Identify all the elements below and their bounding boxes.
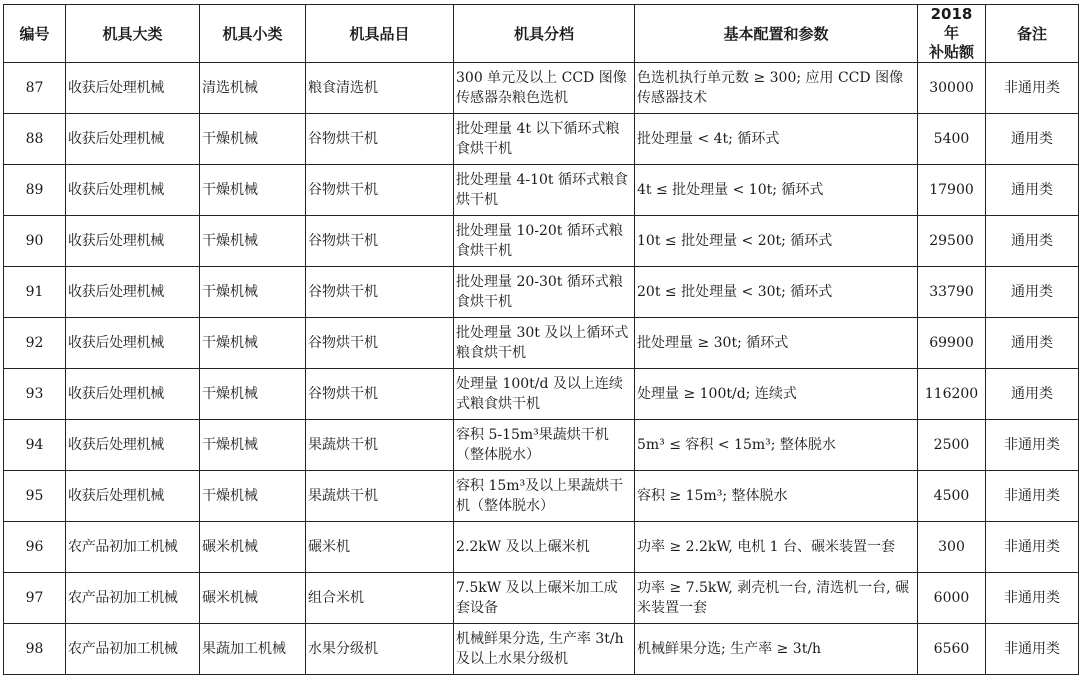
cell-subsidy: 2500 [918, 420, 986, 471]
cell-subsidy: 6560 [918, 624, 986, 675]
cell-subcategory: 干燥机械 [200, 267, 306, 318]
cell-config: 4t ≤ 批处理量 < 10t; 循环式 [635, 165, 918, 216]
table-row [4, 165, 1079, 216]
cell-num: 96 [4, 522, 66, 573]
cell-note: 非通用类 [986, 420, 1079, 471]
cell-subsidy: 29500 [918, 216, 986, 267]
cell-subcategory: 干燥机械 [200, 369, 306, 420]
cell-category: 收获后处理机械 [66, 63, 200, 114]
cell-subsidy: 5400 [918, 114, 986, 165]
cell-category: 收获后处理机械 [66, 369, 200, 420]
cell-category: 收获后处理机械 [66, 267, 200, 318]
cell-config: 容积 ≥ 15m³; 整体脱水 [635, 471, 918, 522]
cell-item: 谷物烘干机 [306, 318, 454, 369]
cell-category: 农产品初加工机械 [66, 573, 200, 624]
cell-num: 97 [4, 573, 66, 624]
cell-subcategory: 碾米机械 [200, 522, 306, 573]
cell-subcategory: 果蔬加工机械 [200, 624, 306, 675]
cell-num: 90 [4, 216, 66, 267]
cell-grade: 批处理量 4-10t 循环式粮食烘干机 [454, 165, 635, 216]
cell-item: 果蔬烘干机 [306, 471, 454, 522]
cell-item: 谷物烘干机 [306, 267, 454, 318]
cell-config: 批处理量 < 4t; 循环式 [635, 114, 918, 165]
header-grade: 机具分档 [454, 5, 635, 63]
cell-subsidy: 17900 [918, 165, 986, 216]
cell-category: 收获后处理机械 [66, 165, 200, 216]
cell-item: 碾米机 [306, 522, 454, 573]
cell-category: 收获后处理机械 [66, 114, 200, 165]
cell-note: 通用类 [986, 216, 1079, 267]
cell-grade: 批处理量 4t 以下循环式粮食烘干机 [454, 114, 635, 165]
cell-category: 收获后处理机械 [66, 318, 200, 369]
table-body [4, 63, 1079, 675]
cell-item: 谷物烘干机 [306, 369, 454, 420]
cell-config: 批处理量 ≥ 30t; 循环式 [635, 318, 918, 369]
cell-grade: 300 单元及以上 CCD 图像传感器杂粮色选机 [454, 63, 635, 114]
cell-item: 谷物烘干机 [306, 165, 454, 216]
table-row [4, 216, 1079, 267]
cell-config: 功率 ≥ 7.5kW, 剥壳机一台, 清选机一台, 碾米装置一套 [635, 573, 918, 624]
cell-grade: 2.2kW 及以上碾米机 [454, 522, 635, 573]
cell-num: 87 [4, 63, 66, 114]
cell-grade: 容积 5-15m³果蔬烘干机（整体脱水） [454, 420, 635, 471]
cell-grade: 批处理量 30t 及以上循环式粮食烘干机 [454, 318, 635, 369]
cell-num: 95 [4, 471, 66, 522]
cell-note: 通用类 [986, 267, 1079, 318]
cell-subsidy: 33790 [918, 267, 986, 318]
header-row [4, 5, 1079, 63]
cell-note: 非通用类 [986, 624, 1079, 675]
cell-subsidy: 69900 [918, 318, 986, 369]
cell-note: 非通用类 [986, 573, 1079, 624]
cell-num: 88 [4, 114, 66, 165]
cell-config: 处理量 ≥ 100t/d; 连续式 [635, 369, 918, 420]
cell-grade: 批处理量 20-30t 循环式粮食烘干机 [454, 267, 635, 318]
cell-grade: 批处理量 10-20t 循环式粮食烘干机 [454, 216, 635, 267]
cell-item: 谷物烘干机 [306, 114, 454, 165]
cell-subcategory: 干燥机械 [200, 165, 306, 216]
cell-num: 91 [4, 267, 66, 318]
cell-category: 农产品初加工机械 [66, 522, 200, 573]
cell-subcategory: 碾米机械 [200, 573, 306, 624]
cell-note: 通用类 [986, 369, 1079, 420]
cell-item: 粮食清选机 [306, 63, 454, 114]
cell-category: 农产品初加工机械 [66, 624, 200, 675]
cell-grade: 容积 15m³及以上果蔬烘干机（整体脱水） [454, 471, 635, 522]
table-row [4, 471, 1079, 522]
cell-note: 非通用类 [986, 471, 1079, 522]
cell-item: 谷物烘干机 [306, 216, 454, 267]
cell-subcategory: 清选机械 [200, 63, 306, 114]
header-item: 机具品目 [306, 5, 454, 63]
cell-subsidy: 30000 [918, 63, 986, 114]
cell-config: 10t ≤ 批处理量 < 20t; 循环式 [635, 216, 918, 267]
subsidy-table [3, 4, 1079, 675]
header-subcategory: 机具小类 [200, 5, 306, 63]
table-row [4, 63, 1079, 114]
cell-num: 92 [4, 318, 66, 369]
cell-subcategory: 干燥机械 [200, 114, 306, 165]
cell-config: 5m³ ≤ 容积 < 15m³; 整体脱水 [635, 420, 918, 471]
cell-subsidy: 116200 [918, 369, 986, 420]
header-note: 备注 [986, 5, 1079, 63]
cell-category: 收获后处理机械 [66, 471, 200, 522]
cell-subcategory: 干燥机械 [200, 471, 306, 522]
table-row [4, 420, 1079, 471]
cell-note: 通用类 [986, 318, 1079, 369]
cell-note: 通用类 [986, 165, 1079, 216]
cell-subsidy: 4500 [918, 471, 986, 522]
cell-category: 收获后处理机械 [66, 216, 200, 267]
cell-note: 非通用类 [986, 522, 1079, 573]
cell-item: 果蔬烘干机 [306, 420, 454, 471]
cell-subcategory: 干燥机械 [200, 216, 306, 267]
header-num: 编号 [4, 5, 66, 63]
header-subsidy [918, 5, 986, 63]
cell-num: 94 [4, 420, 66, 471]
cell-num: 98 [4, 624, 66, 675]
table-row [4, 114, 1079, 165]
cell-note: 非通用类 [986, 63, 1079, 114]
cell-num: 89 [4, 165, 66, 216]
cell-subcategory: 干燥机械 [200, 420, 306, 471]
table-row [4, 318, 1079, 369]
cell-config: 20t ≤ 批处理量 < 30t; 循环式 [635, 267, 918, 318]
table-row [4, 573, 1079, 624]
cell-note: 通用类 [986, 114, 1079, 165]
cell-grade: 处理量 100t/d 及以上连续式粮食烘干机 [454, 369, 635, 420]
table-row [4, 624, 1079, 675]
header-config: 基本配置和参数 [635, 5, 918, 63]
cell-subsidy: 300 [918, 522, 986, 573]
table-row [4, 369, 1079, 420]
table-row [4, 267, 1079, 318]
header-subsidy-year: 2018 年 [930, 5, 973, 42]
cell-num: 93 [4, 369, 66, 420]
cell-item: 水果分级机 [306, 624, 454, 675]
cell-config: 功率 ≥ 2.2kW, 电机 1 台、碾米装置一套 [635, 522, 918, 573]
cell-subsidy: 6000 [918, 573, 986, 624]
cell-grade: 机械鲜果分选, 生产率 3t/h 及以上水果分级机 [454, 624, 635, 675]
cell-config: 机械鲜果分选; 生产率 ≥ 3t/h [635, 624, 918, 675]
cell-grade: 7.5kW 及以上碾米加工成套设备 [454, 573, 635, 624]
cell-subcategory: 干燥机械 [200, 318, 306, 369]
header-subsidy-label: 补贴额 [928, 43, 974, 61]
header-category: 机具大类 [66, 5, 200, 63]
cell-config: 色选机执行单元数 ≥ 300; 应用 CCD 图像传感器技术 [635, 63, 918, 114]
cell-category: 收获后处理机械 [66, 420, 200, 471]
table-row [4, 522, 1079, 573]
cell-item: 组合米机 [306, 573, 454, 624]
